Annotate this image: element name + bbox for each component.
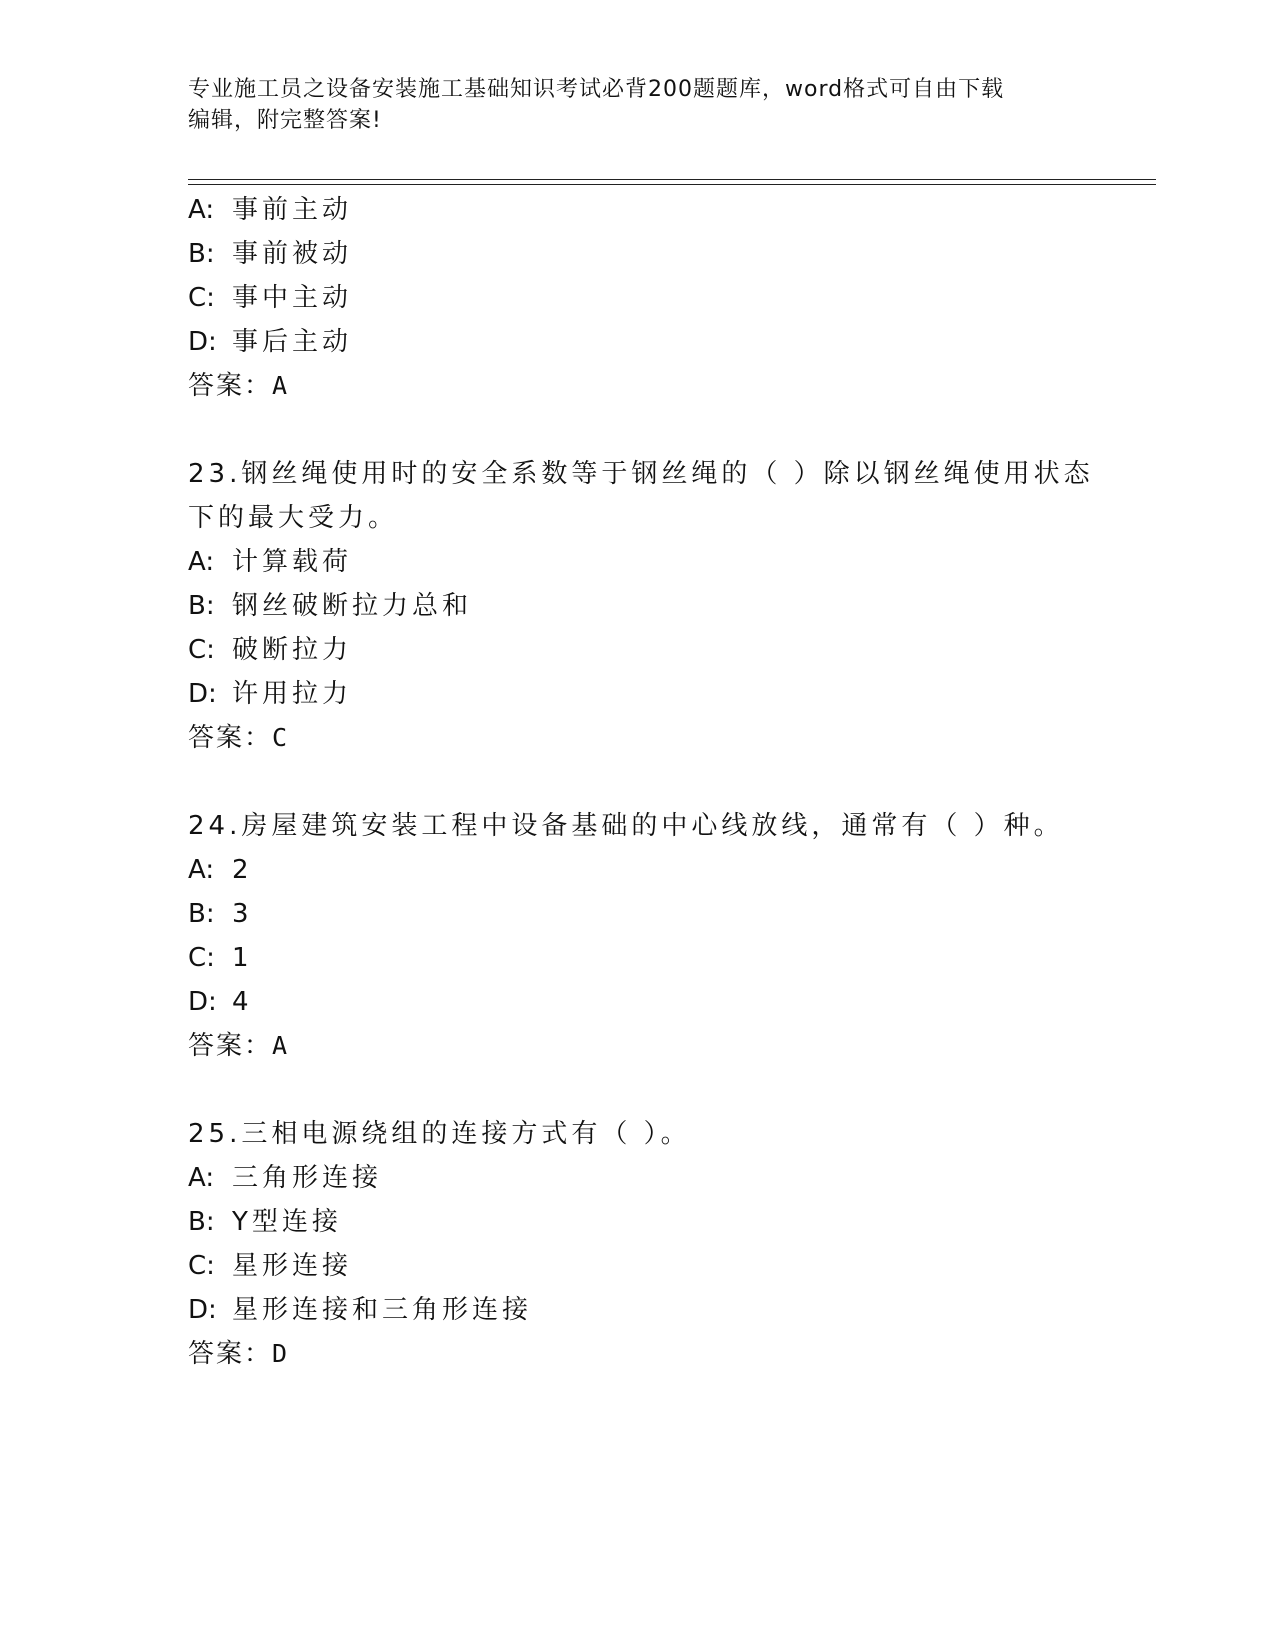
- q23-stem-line1: 23.钢丝绳使用时的安全系数等于钢丝绳的（ ）除以钢丝绳使用状态: [188, 459, 1094, 489]
- q23-option-a: A: 计算载荷: [188, 547, 353, 577]
- q23-option-d: D: 许用拉力: [188, 679, 353, 709]
- q22-option-c: C: 事中主动: [188, 283, 353, 313]
- q25-option-c: C: 星形连接: [188, 1251, 353, 1281]
- q24-answer: 答案：A: [188, 1031, 288, 1061]
- q22-answer: 答案：A: [188, 371, 288, 401]
- header-rule-bottom: [188, 184, 1156, 185]
- q25-option-a: A: 三角形连接: [188, 1163, 383, 1193]
- q23-option-b: B: 钢丝破断拉力总和: [188, 591, 473, 621]
- q25-option-d: D: 星形连接和三角形连接: [188, 1295, 533, 1325]
- q25-answer: 答案：D: [188, 1339, 288, 1369]
- document-header: [188, 74, 1078, 136]
- q25-stem-line1: 25.三相电源绕组的连接方式有（ ）。: [188, 1119, 691, 1149]
- q24-stem-line1: 24.房屋建筑安装工程中设备基础的中心线放线，通常有（ ）种。: [188, 811, 1064, 841]
- q24-option-c: C: 1: [188, 943, 253, 973]
- header-rule-top: [188, 179, 1156, 180]
- header-title-line2: 编辑，附完整答案!: [188, 108, 382, 133]
- q24-option-d: D: 4: [188, 987, 253, 1017]
- q23-answer: 答案：C: [188, 723, 288, 753]
- q23-stem-line2: 下的最大受力。: [188, 503, 399, 533]
- q24-option-b: B: 3: [188, 899, 253, 929]
- q22-option-d: D: 事后主动: [188, 327, 353, 357]
- q24-option-a: A: 2: [188, 855, 253, 885]
- q22-option-a: A: 事前主动: [188, 195, 353, 225]
- q23-option-c: C: 破断拉力: [188, 635, 353, 665]
- header-title-line1: 专业施工员之设备安装施工基础知识考试必背200题题库，word格式可自由下载: [188, 77, 1005, 102]
- q25-option-b: B: Y型连接: [188, 1207, 342, 1237]
- q22-option-b: B: 事前被动: [188, 239, 353, 269]
